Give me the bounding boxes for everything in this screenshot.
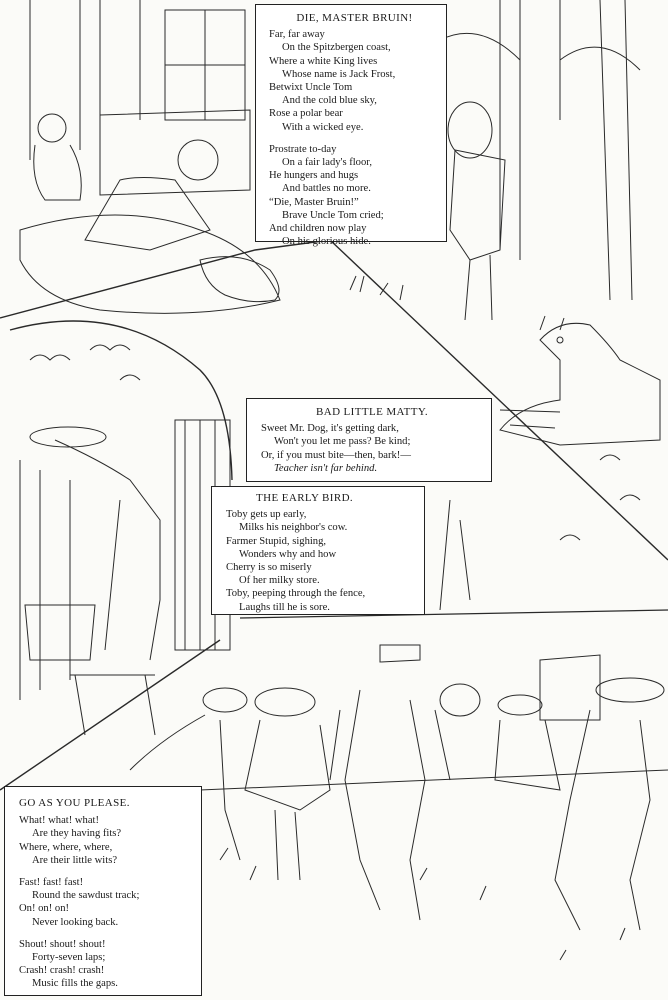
poem-line: Or, if you must bite—then, bark!— bbox=[261, 449, 411, 461]
poem-line: On a fair lady's floor, bbox=[282, 157, 373, 169]
poem-line: On the Spitzbergen coast, bbox=[282, 42, 391, 54]
poem-bad-little-matty bbox=[246, 398, 492, 482]
poem-title: GO AS YOU PLEASE. bbox=[19, 797, 130, 809]
poem-line: And battles no more. bbox=[282, 183, 371, 195]
poem-line: Brave Uncle Tom cried; bbox=[282, 209, 384, 221]
poem-line: Cherry is so miserly bbox=[226, 562, 312, 574]
poem-line: Teacher isn't far behind. bbox=[274, 462, 378, 474]
stanza-break bbox=[19, 867, 195, 876]
poem-line: Are their little wits? bbox=[32, 854, 118, 866]
poem-line: Are they having fits? bbox=[32, 828, 122, 840]
poem-title: DIE, MASTER BRUIN! bbox=[296, 12, 413, 24]
poem-line: And the cold blue sky, bbox=[282, 95, 377, 107]
poem-line: Won't you let me pass? Be kind; bbox=[274, 436, 411, 448]
poem-line: On! on! on! bbox=[19, 903, 70, 915]
poem-go-as-you-please bbox=[4, 786, 202, 996]
poem-line: Betwixt Uncle Tom bbox=[269, 82, 353, 94]
poem-line: Of her milky store. bbox=[239, 575, 320, 587]
poem-line: Farmer Stupid, sighing, bbox=[226, 535, 327, 547]
poem-die-master-bruin bbox=[255, 4, 447, 248]
stanza-break bbox=[19, 929, 195, 938]
poem-line: Shout! shout! shout! bbox=[19, 938, 106, 950]
poem-line: Where a white King lives bbox=[269, 55, 378, 67]
poem-line: Where, where, where, bbox=[19, 841, 113, 853]
poem-line: Whose name is Jack Frost, bbox=[282, 68, 396, 80]
poem-the-early-bird bbox=[211, 486, 425, 615]
poem-line: Music fills the gaps. bbox=[32, 978, 118, 990]
poem-line: Fast! fast! fast! bbox=[19, 877, 84, 889]
poem-line: Milks his neighbor's cow. bbox=[239, 522, 348, 534]
poem-line: And children now play bbox=[269, 223, 367, 235]
poem-line: He hungers and hugs bbox=[269, 170, 359, 182]
poem-line: What! what! what! bbox=[19, 815, 100, 827]
poem-line: Toby gets up early, bbox=[226, 509, 307, 521]
poem-line: Sweet Mr. Dog, it's getting dark, bbox=[261, 423, 399, 435]
poem-line: Rose a polar bear bbox=[269, 108, 343, 120]
poem-line: Prostrate to-day bbox=[269, 143, 337, 155]
poem-line: Round the sawdust track; bbox=[32, 890, 140, 902]
poem-line: “Die, Master Bruin!” bbox=[269, 196, 359, 208]
poem-title: THE EARLY BIRD. bbox=[256, 492, 354, 504]
poem-line: Crash! crash! crash! bbox=[19, 965, 105, 977]
poem-line: Forty-seven laps; bbox=[32, 952, 106, 964]
stanza-break bbox=[269, 134, 440, 143]
poem-line: Laughs till he is sore. bbox=[239, 601, 330, 613]
poem-line: With a wicked eye. bbox=[282, 121, 364, 133]
poem-line: Wonders why and how bbox=[239, 548, 337, 560]
poem-line: Never looking back. bbox=[32, 916, 119, 928]
poem-line: On his glorious hide. bbox=[282, 236, 371, 248]
poem-title: BAD LITTLE MATTY. bbox=[315, 406, 428, 418]
poem-line: Toby, peeping through the fence, bbox=[226, 588, 366, 600]
poem-line: Far, far away bbox=[269, 29, 325, 41]
